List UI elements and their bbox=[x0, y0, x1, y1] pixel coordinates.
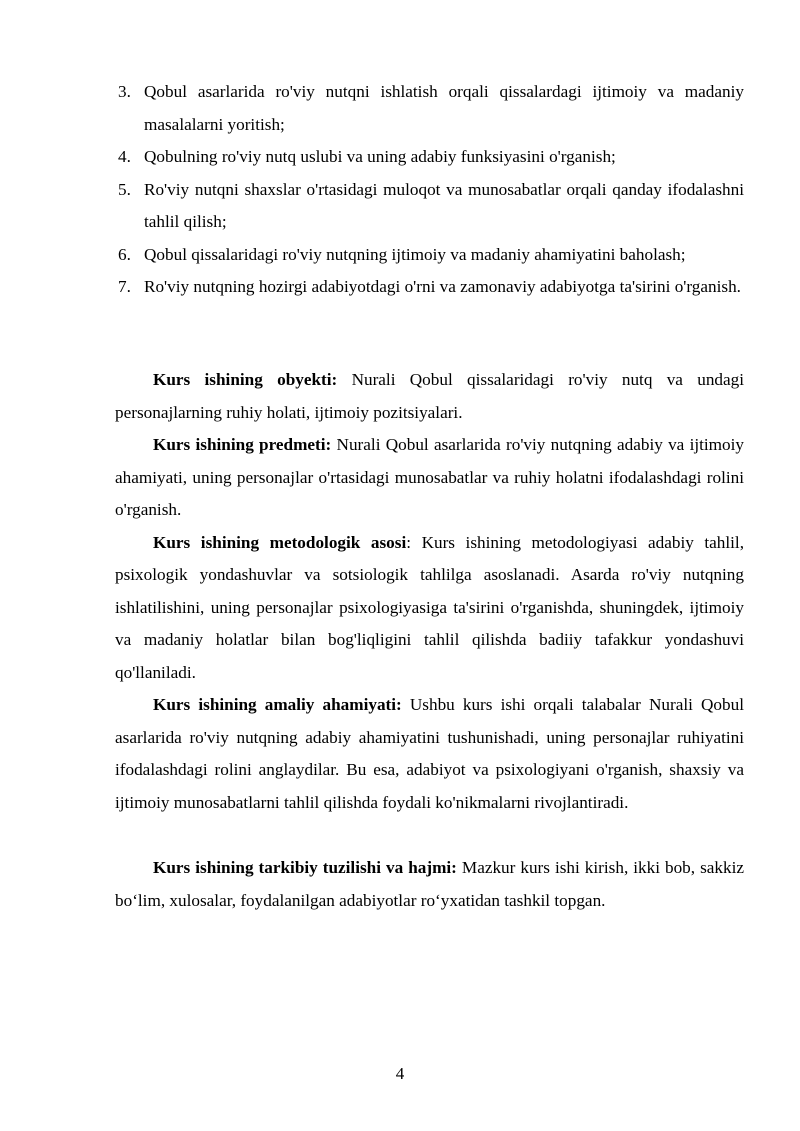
list-item bbox=[118, 174, 744, 239]
methodology-text: : Kurs ishining metodologiyasi adabiy tahlil, psixologik yondashuvlar va sotsiologik tahlilga asoslanadi. Asarda ro'viy nutqning ishlatilishini, uning personajlar psixologiyasiga ta'sirini o'rganishda, shuningdek, ijtimoiy va madaniy holatlar bilan bog'liqligini tahlil qilishda badiiy tafakkur yondashuvi qo'llaniladi. bbox=[115, 532, 744, 682]
list-item-text: Ro'viy nutqning hozirgi adabiyotdagi o'rni va zamonaviy adabiyotga ta'sirini o'rganish. bbox=[144, 277, 741, 296]
practical-heading: Kurs ishining amaliy ahamiyati: bbox=[153, 695, 402, 714]
list-item bbox=[118, 239, 744, 272]
structure-text: Mazkur kurs ishi kirish, ikki bob, sakkiz bo‘lim, xulosalar, foydalanilgan adabiyotlar ro‘yxatidan tashkil topgan. bbox=[115, 858, 744, 910]
page-number: 4 bbox=[395, 1064, 405, 1083]
list-item bbox=[118, 141, 744, 174]
subject-heading: Kurs ishining predmeti: bbox=[153, 435, 332, 454]
list-item bbox=[118, 271, 744, 304]
paragraph-spacer bbox=[115, 819, 744, 852]
list-item-number: 6. bbox=[118, 244, 131, 264]
list-item-text: Qobul qissalaridagi ro'viy nutqning ijtimoiy va madaniy ahamiyatini baholash; bbox=[144, 244, 686, 264]
objectives-list bbox=[118, 76, 744, 304]
list-item-number: 3. bbox=[118, 82, 131, 101]
list-item-text: Qobulning ro'viy nutq uslubi va uning adabiy funksiyasini o'rganish; bbox=[144, 147, 616, 166]
methodology-heading: Kurs ishining metodologik asosi bbox=[153, 532, 407, 552]
structure-heading: Kurs ishining tarkibiy tuzilishi va hajmi: bbox=[153, 858, 457, 877]
list-item-text: Qobul asarlarida ro'viy nutqni ishlatish orqali qissalardagi ijtimoiy va madaniy masalalarni yoritish; bbox=[144, 82, 744, 134]
object-paragraph bbox=[115, 364, 744, 429]
subject-text: Nurali Qobul asarlarida ro'viy nutqning adabiy va ijtimoiy ahamiyati, uning personajlar o'rtasidagi munosabatlar va ruhiy holatni ifodalashdagi rolini o'rganish. bbox=[115, 435, 745, 519]
practical-paragraph bbox=[115, 689, 744, 819]
list-item-number: 4. bbox=[118, 147, 131, 166]
object-heading: Kurs ishining obyekti: bbox=[153, 370, 338, 389]
course-sections bbox=[115, 364, 744, 917]
list-item-text: Ro'viy nutqni shaxslar o'rtasidagi muloqot va munosabatlar orqali qanday ifodalashni tahlil qilish; bbox=[144, 179, 744, 231]
list-item-number: 5. bbox=[118, 179, 131, 199]
practical-text: Ushbu kurs ishi orqali talabalar Nurali Qobul asarlarida ro'viy nutqning adabiy ahamiyatini tushunishadi, uning personajlar ruhiyatini ifodalashdagi rolini anglaydilar. Bu esa, adabiyot va psixologiyani o'rganish, shaxsiy va ijtimoiy munosabatlarni tahlil qilishda foydali ko'nikmalarni rivojlantiradi. bbox=[115, 695, 744, 812]
object-text: Nurali Qobul qissalaridagi ro'viy nutq va undagi personajlarning ruhiy holati, ijtimoiy pozitsiyalari. bbox=[115, 370, 745, 422]
list-item-number: 7. bbox=[118, 277, 131, 296]
list-item bbox=[118, 76, 744, 141]
structure-paragraph bbox=[115, 852, 744, 917]
subject-paragraph bbox=[115, 429, 744, 527]
methodology-paragraph bbox=[115, 527, 744, 690]
